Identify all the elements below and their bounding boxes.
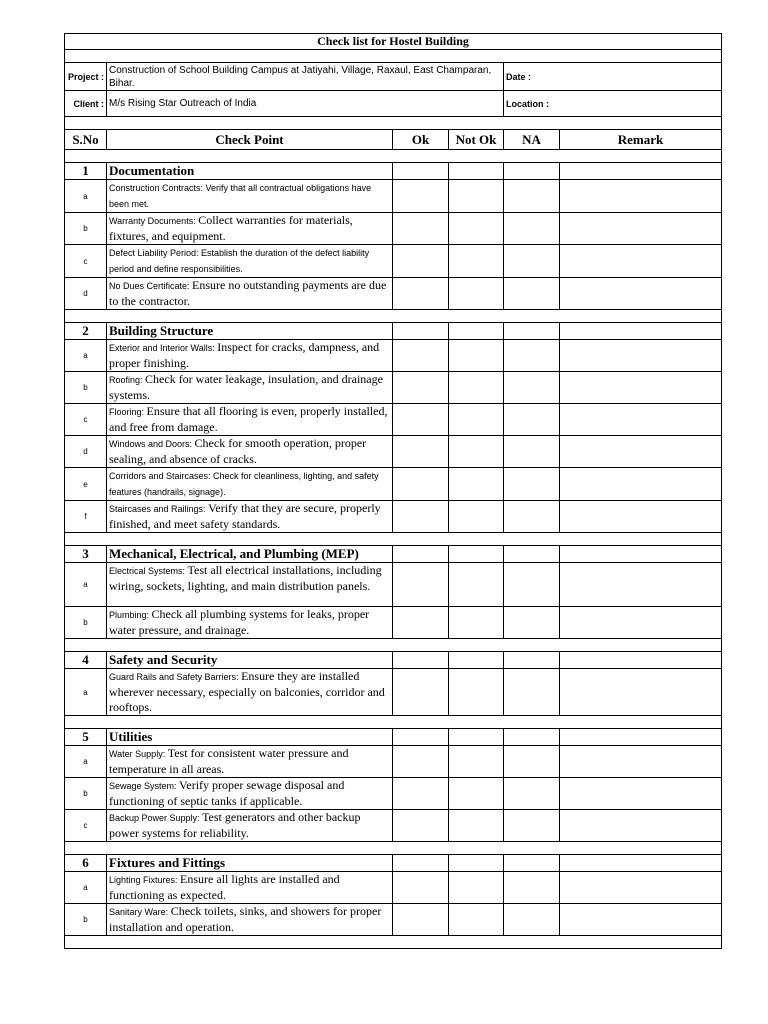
item-label: Flooring: bbox=[109, 407, 147, 417]
remark-cell[interactable] bbox=[560, 245, 722, 278]
remark-cell[interactable] bbox=[560, 340, 722, 372]
item-check-point bbox=[107, 436, 393, 468]
not-ok-cell[interactable] bbox=[449, 468, 504, 501]
item-description: Verify that they are secure, properly finished, and meet safety standards. bbox=[109, 501, 381, 531]
client-label: Client : bbox=[65, 91, 107, 117]
ok-cell[interactable] bbox=[393, 468, 449, 501]
ok-cell[interactable] bbox=[393, 669, 449, 716]
na-cell[interactable] bbox=[504, 872, 560, 904]
item-label: Exterior and Interior Walls: bbox=[109, 343, 218, 353]
item-label: No Dues Certificate: bbox=[109, 281, 193, 291]
not-ok-cell[interactable] bbox=[449, 810, 504, 842]
item-description: Verify proper sewage disposal and functioning of septic tanks if applicable. bbox=[109, 778, 345, 808]
item-label: Sewage System: bbox=[109, 781, 180, 791]
checklist-item-row bbox=[65, 372, 722, 404]
section-row bbox=[65, 729, 722, 746]
section-number: 5 bbox=[65, 729, 107, 746]
section-row bbox=[65, 855, 722, 872]
ok-cell[interactable] bbox=[393, 810, 449, 842]
remark-cell[interactable] bbox=[560, 278, 722, 310]
section-title: Utilities bbox=[107, 729, 393, 746]
item-label: Guard Rails and Safety Barriers: bbox=[109, 672, 242, 682]
project-label: Project : bbox=[65, 63, 107, 91]
na-cell[interactable] bbox=[504, 607, 560, 639]
section-number: 1 bbox=[65, 163, 107, 180]
item-description: Test generators and other backup power systems for reliability. bbox=[109, 810, 361, 840]
item-label: Sanitary Ware: bbox=[109, 907, 171, 917]
na-cell[interactable] bbox=[504, 163, 560, 180]
remark-cell[interactable] bbox=[560, 607, 722, 639]
item-check-point bbox=[107, 245, 393, 278]
item-label: Corridors and Staircases: Check for cleanliness, lighting, and safety features (handrails, signage). bbox=[109, 471, 379, 497]
item-check-point bbox=[107, 778, 393, 810]
remark-cell[interactable] bbox=[560, 872, 722, 904]
na-cell[interactable] bbox=[504, 340, 560, 372]
na-cell[interactable] bbox=[504, 810, 560, 842]
item-label: Plumbing: bbox=[109, 610, 152, 620]
item-spacing bbox=[109, 594, 390, 606]
item-letter: e bbox=[65, 468, 107, 501]
item-description: Inspect for cracks, dampness, and proper finishing. bbox=[109, 340, 380, 370]
ok-cell[interactable] bbox=[393, 436, 449, 468]
na-cell[interactable] bbox=[504, 904, 560, 936]
col-header-remark: Remark bbox=[560, 130, 722, 150]
remark-cell[interactable] bbox=[560, 213, 722, 245]
title-row bbox=[65, 34, 722, 50]
not-ok-cell[interactable] bbox=[449, 872, 504, 904]
ok-cell[interactable] bbox=[393, 340, 449, 372]
section-title: Documentation bbox=[107, 163, 393, 180]
not-ok-cell[interactable] bbox=[449, 669, 504, 716]
item-check-point bbox=[107, 404, 393, 436]
ok-cell[interactable] bbox=[393, 729, 449, 746]
na-cell[interactable] bbox=[504, 778, 560, 810]
ok-cell[interactable] bbox=[393, 872, 449, 904]
item-check-point bbox=[107, 810, 393, 842]
ok-cell[interactable] bbox=[393, 778, 449, 810]
item-label: Warranty Documents: bbox=[109, 216, 199, 226]
ok-cell[interactable] bbox=[393, 372, 449, 404]
item-label: Construction Contracts: Verify that all contractual obligations have been met. bbox=[109, 183, 372, 209]
ok-cell[interactable] bbox=[393, 213, 449, 245]
checklist-item-row bbox=[65, 810, 722, 842]
checklist-item-row bbox=[65, 340, 722, 372]
na-cell[interactable] bbox=[504, 501, 560, 533]
remark-cell[interactable] bbox=[560, 729, 722, 746]
checklist-item-row bbox=[65, 245, 722, 278]
na-cell[interactable] bbox=[504, 855, 560, 872]
remark-cell[interactable] bbox=[560, 652, 722, 669]
item-description: Check for smooth operation, proper sealing, and absence of cracks. bbox=[109, 436, 367, 466]
location-label: Location : bbox=[504, 91, 722, 117]
section-title: Mechanical, Electrical, and Plumbing (MEP) bbox=[107, 546, 393, 563]
not-ok-cell[interactable] bbox=[449, 323, 504, 340]
not-ok-cell[interactable] bbox=[449, 436, 504, 468]
section-number: 6 bbox=[65, 855, 107, 872]
item-letter: a bbox=[65, 180, 107, 213]
ok-cell[interactable] bbox=[393, 163, 449, 180]
not-ok-cell[interactable] bbox=[449, 855, 504, 872]
section-number: 2 bbox=[65, 323, 107, 340]
item-description: Check for water leakage, insulation, and drainage systems. bbox=[109, 372, 383, 402]
section-title: Safety and Security bbox=[107, 652, 393, 669]
col-header-ok: Ok bbox=[393, 130, 449, 150]
spacer-row bbox=[65, 716, 722, 729]
section-number: 3 bbox=[65, 546, 107, 563]
remark-cell[interactable] bbox=[560, 810, 722, 842]
item-letter: b bbox=[65, 213, 107, 245]
remark-cell[interactable] bbox=[560, 546, 722, 563]
checklist-item-row bbox=[65, 563, 722, 607]
ok-cell[interactable] bbox=[393, 904, 449, 936]
remark-cell[interactable] bbox=[560, 323, 722, 340]
checklist-item-row bbox=[65, 501, 722, 533]
item-label: Lighting Fixtures: bbox=[109, 875, 181, 885]
item-check-point bbox=[107, 607, 393, 639]
spacer-row bbox=[65, 533, 722, 546]
ok-cell[interactable] bbox=[393, 563, 449, 607]
not-ok-cell[interactable] bbox=[449, 404, 504, 436]
not-ok-cell[interactable] bbox=[449, 340, 504, 372]
remark-cell[interactable] bbox=[560, 855, 722, 872]
remark-cell[interactable] bbox=[560, 404, 722, 436]
section-number: 4 bbox=[65, 652, 107, 669]
na-cell[interactable] bbox=[504, 372, 560, 404]
remark-cell[interactable] bbox=[560, 468, 722, 501]
item-label: Electrical Systems: bbox=[109, 566, 188, 576]
item-check-point bbox=[107, 468, 393, 501]
checklist-item-row bbox=[65, 746, 722, 778]
item-letter: f bbox=[65, 501, 107, 533]
checklist-item-row bbox=[65, 213, 722, 245]
column-header-row bbox=[65, 130, 722, 150]
remark-cell[interactable] bbox=[560, 163, 722, 180]
not-ok-cell[interactable] bbox=[449, 563, 504, 607]
not-ok-cell[interactable] bbox=[449, 278, 504, 310]
spacer-row bbox=[65, 842, 722, 855]
section-title: Building Structure bbox=[107, 323, 393, 340]
remark-cell[interactable] bbox=[560, 501, 722, 533]
client-row bbox=[65, 91, 722, 117]
na-cell[interactable] bbox=[504, 323, 560, 340]
col-header-na: NA bbox=[504, 130, 560, 150]
spacer-row bbox=[65, 639, 722, 652]
date-label: Date : bbox=[504, 63, 722, 91]
not-ok-cell[interactable] bbox=[449, 372, 504, 404]
not-ok-cell[interactable] bbox=[449, 501, 504, 533]
col-header-not-ok: Not Ok bbox=[449, 130, 504, 150]
not-ok-cell[interactable] bbox=[449, 213, 504, 245]
section-row bbox=[65, 546, 722, 563]
checklist-item-row bbox=[65, 278, 722, 310]
checklist-item-row bbox=[65, 904, 722, 936]
section-row bbox=[65, 163, 722, 180]
checklist-item-row bbox=[65, 778, 722, 810]
not-ok-cell[interactable] bbox=[449, 778, 504, 810]
item-check-point bbox=[107, 213, 393, 245]
spacer-row bbox=[65, 310, 722, 323]
item-letter: b bbox=[65, 904, 107, 936]
na-cell[interactable] bbox=[504, 180, 560, 213]
ok-cell[interactable] bbox=[393, 652, 449, 669]
remark-cell[interactable] bbox=[560, 746, 722, 778]
checklist-table bbox=[64, 33, 722, 949]
item-check-point bbox=[107, 278, 393, 310]
item-letter: b bbox=[65, 778, 107, 810]
project-row bbox=[65, 63, 722, 91]
not-ok-cell[interactable] bbox=[449, 904, 504, 936]
item-letter: a bbox=[65, 746, 107, 778]
item-description: Collect warranties for materials, fixtures, and equipment. bbox=[109, 213, 353, 243]
na-cell[interactable] bbox=[504, 729, 560, 746]
item-check-point bbox=[107, 563, 393, 607]
na-cell[interactable] bbox=[504, 746, 560, 778]
item-label: Backup Power Supply: bbox=[109, 813, 203, 823]
table-bottom-edge bbox=[65, 936, 722, 949]
section-row bbox=[65, 652, 722, 669]
ok-cell[interactable] bbox=[393, 501, 449, 533]
ok-cell[interactable] bbox=[393, 245, 449, 278]
item-letter: c bbox=[65, 810, 107, 842]
na-cell[interactable] bbox=[504, 278, 560, 310]
not-ok-cell[interactable] bbox=[449, 746, 504, 778]
item-label: Water Supply: bbox=[109, 749, 168, 759]
item-description: Ensure that all flooring is even, properly installed, and free from damage. bbox=[109, 404, 388, 434]
item-letter: a bbox=[65, 669, 107, 716]
not-ok-cell[interactable] bbox=[449, 607, 504, 639]
item-description: Ensure all lights are installed and functioning as expected. bbox=[109, 872, 340, 902]
section-row bbox=[65, 323, 722, 340]
item-letter: b bbox=[65, 372, 107, 404]
spacer-row bbox=[65, 150, 722, 163]
not-ok-cell[interactable] bbox=[449, 652, 504, 669]
item-check-point bbox=[107, 669, 393, 716]
item-check-point bbox=[107, 746, 393, 778]
item-check-point bbox=[107, 501, 393, 533]
not-ok-cell[interactable] bbox=[449, 163, 504, 180]
checklist-item-row bbox=[65, 669, 722, 716]
remark-cell[interactable] bbox=[560, 669, 722, 716]
project-value: Construction of School Building Campus at Jatiyahi, Village, Raxaul, East Champaran, Bihar. bbox=[107, 63, 504, 91]
remark-cell[interactable] bbox=[560, 436, 722, 468]
item-letter: c bbox=[65, 245, 107, 278]
ok-cell[interactable] bbox=[393, 323, 449, 340]
item-letter: b bbox=[65, 607, 107, 639]
remark-cell[interactable] bbox=[560, 372, 722, 404]
item-label: Defect Liability Period: Establish the duration of the defect liability period and define responsibilities. bbox=[109, 248, 370, 274]
na-cell[interactable] bbox=[504, 245, 560, 278]
item-label: Windows and Doors: bbox=[109, 439, 195, 449]
remark-cell[interactable] bbox=[560, 904, 722, 936]
item-check-point bbox=[107, 904, 393, 936]
ok-cell[interactable] bbox=[393, 180, 449, 213]
item-check-point bbox=[107, 872, 393, 904]
ok-cell[interactable] bbox=[393, 746, 449, 778]
checklist-item-row bbox=[65, 180, 722, 213]
checklist-item-row bbox=[65, 872, 722, 904]
not-ok-cell[interactable] bbox=[449, 245, 504, 278]
checklist-item-row bbox=[65, 607, 722, 639]
item-description: Test all electrical installations, including wiring, sockets, lighting, and main distribution panels. bbox=[109, 563, 382, 593]
item-letter: d bbox=[65, 278, 107, 310]
item-letter: c bbox=[65, 404, 107, 436]
item-check-point bbox=[107, 372, 393, 404]
item-check-point bbox=[107, 180, 393, 213]
na-cell[interactable] bbox=[504, 436, 560, 468]
not-ok-cell[interactable] bbox=[449, 546, 504, 563]
item-label: Staircases and Railings: bbox=[109, 504, 209, 514]
ok-cell[interactable] bbox=[393, 546, 449, 563]
remark-cell[interactable] bbox=[560, 180, 722, 213]
na-cell[interactable] bbox=[504, 652, 560, 669]
not-ok-cell[interactable] bbox=[449, 180, 504, 213]
spacer-row bbox=[65, 117, 722, 130]
spacer-row bbox=[65, 50, 722, 63]
na-cell[interactable] bbox=[504, 213, 560, 245]
item-description: Ensure no outstanding payments are due to the contractor. bbox=[109, 278, 387, 308]
na-cell[interactable] bbox=[504, 404, 560, 436]
ok-cell[interactable] bbox=[393, 855, 449, 872]
item-letter: a bbox=[65, 340, 107, 372]
item-description: Ensure they are installed wherever necessary, especially on balconies, corridor and rooftops. bbox=[109, 669, 385, 714]
client-value: M/s Rising Star Outreach of India bbox=[107, 91, 504, 117]
item-label: Roofing: bbox=[109, 375, 146, 385]
na-cell[interactable] bbox=[504, 669, 560, 716]
item-letter: d bbox=[65, 436, 107, 468]
checklist-item-row bbox=[65, 404, 722, 436]
ok-cell[interactable] bbox=[393, 404, 449, 436]
section-title: Fixtures and Fittings bbox=[107, 855, 393, 872]
item-letter: a bbox=[65, 563, 107, 607]
item-description: Check all plumbing systems for leaks, proper water pressure, and drainage. bbox=[109, 607, 370, 637]
ok-cell[interactable] bbox=[393, 278, 449, 310]
remark-cell[interactable] bbox=[560, 778, 722, 810]
item-letter: a bbox=[65, 872, 107, 904]
not-ok-cell[interactable] bbox=[449, 729, 504, 746]
item-check-point bbox=[107, 340, 393, 372]
item-description: Check toilets, sinks, and showers for proper installation and operation. bbox=[109, 904, 382, 934]
na-cell[interactable] bbox=[504, 563, 560, 607]
remark-cell[interactable] bbox=[560, 563, 722, 607]
col-header-check-point: Check Point bbox=[107, 130, 393, 150]
na-cell[interactable] bbox=[504, 468, 560, 501]
checklist-title: Check list for Hostel Building bbox=[65, 34, 722, 50]
checklist-body bbox=[65, 34, 722, 949]
na-cell[interactable] bbox=[504, 546, 560, 563]
item-description: Test for consistent water pressure and temperature in all areas. bbox=[109, 746, 349, 776]
checklist-item-row bbox=[65, 436, 722, 468]
ok-cell[interactable] bbox=[393, 607, 449, 639]
checklist-item-row bbox=[65, 468, 722, 501]
col-header-sno: S.No bbox=[65, 130, 107, 150]
